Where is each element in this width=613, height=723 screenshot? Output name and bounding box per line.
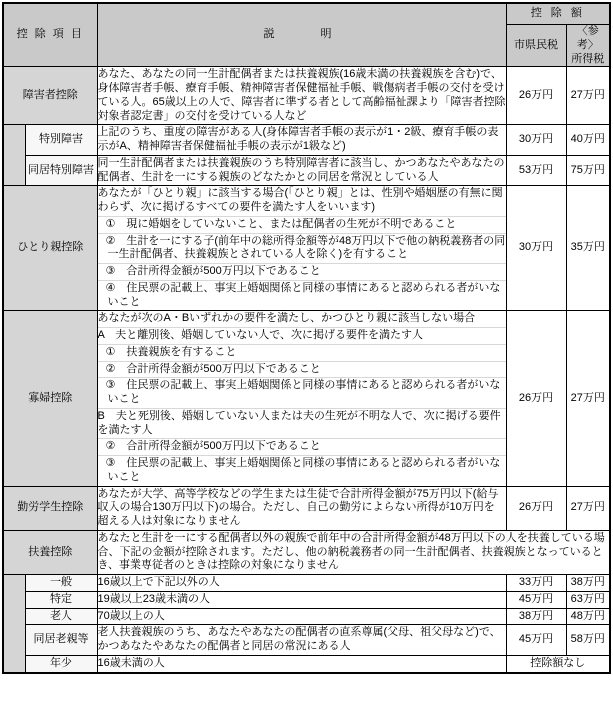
row-description	[97, 67, 506, 125]
row-description	[97, 608, 506, 625]
table-body	[3, 67, 610, 673]
row-sublabel-specified: 特定	[25, 591, 97, 608]
row-income-tax: 58万円	[566, 625, 610, 656]
desc-line: あなたが「ひとり親」に該当する場合(「ひとり親」とは、性別や婚姻歴の有無に関わらず、次に掲げるすべての要件を満たす人をいいます)	[98, 186, 506, 217]
row-sublabel-elderly: 老人	[25, 608, 97, 625]
row-description	[97, 655, 506, 672]
desc-line: ③ 住民票の記載上、事実上婚姻関係と同様の事情にあると認められる者がいないこと	[98, 378, 506, 409]
row-description	[97, 311, 506, 486]
header-deduction-item: 控 除 項 目	[3, 3, 97, 67]
desc-line: 16歳以上で下記以外の人	[97, 576, 220, 588]
desc-line: 70歳以上の人	[97, 609, 165, 622]
desc-line: あなたが大学、高等学校などの学生または生徒で合計所得金額が75万円以下(給与収入の場合130万円以下)の場合。ただし、自己の勤労によらない所得が10万円を超える人は対象になりません	[97, 487, 499, 527]
row-city-tax: 26万円	[506, 486, 566, 530]
row-sublabel-general: 一般	[25, 575, 97, 592]
row-sublabel-cohabiting-elderly-parent: 同居老親等	[25, 625, 97, 656]
table-row	[3, 486, 610, 530]
table-row	[3, 125, 610, 156]
desc-line: あなた、あなたの同一生計配偶者または扶養親族(16歳未満の扶養親族を含む)で、身体障害者手帳、療育手帳、精神障害者保健福祉手帳、戦傷病者手帳の交付を受けている人。65歳以上の人で、障害者に準ずる者として高齢福祉課より「障害者控除対象者認定書」の交付を受けている人など	[97, 68, 506, 122]
header-income-tax	[566, 25, 610, 67]
desc-line: ① 現に婚姻をしていないこと、または配偶者の生死が不明であること	[98, 217, 506, 234]
row-city-tax: 53万円	[506, 155, 566, 186]
desc-line: 19歳以上23歳未満の人	[97, 592, 210, 605]
row-income-tax: 75万円	[566, 155, 610, 186]
row-city-tax: 26万円	[506, 311, 566, 486]
row-description	[97, 530, 610, 574]
table-row	[3, 575, 610, 592]
row-city-tax: 26万円	[506, 67, 566, 125]
table-row	[3, 608, 610, 625]
row-income-tax: 40万円	[566, 125, 610, 156]
desc-line: あなたが次のA・Bいずれかの要件を満たし、かつひとり親に該当しない場合	[98, 311, 506, 328]
header-city-prefectural-tax: 市県民税	[506, 25, 566, 67]
row-sublabel-cohabiting-special-disability: 同居特別障害	[25, 155, 97, 186]
desc-line: A 夫と離別後、婚姻していない人で、次に掲げる要件を満たす人	[98, 328, 506, 345]
row-income-tax: 27万円	[566, 67, 610, 125]
desc-line: あなたと生計を一にする配偶者以外の親族で前年中の合計所得金額が48万円以下の人を扶養している場合、下記の金額が控除されます。ただし、他の納税義務者の同一生計配偶者、扶養親族となっているとき、事業専従者のときは控除の対象になりません	[97, 531, 605, 572]
row-category-disability: 障害者控除	[3, 67, 97, 125]
table-row	[3, 530, 610, 574]
row-city-tax: 30万円	[506, 186, 566, 311]
row-city-tax: 45万円	[506, 625, 566, 656]
table-row	[3, 591, 610, 608]
row-description	[97, 486, 506, 530]
row-no-deduction: 控除額なし	[506, 655, 610, 672]
table-row	[3, 155, 610, 186]
deduction-table-sheet	[0, 2, 613, 723]
row-income-tax: 35万円	[566, 186, 610, 311]
row-city-tax: 45万円	[506, 591, 566, 608]
desc-line: ③ 合計所得金額が500万円以下であること	[98, 264, 506, 281]
desc-line: ① 扶養親族を有すること	[98, 345, 506, 362]
row-income-tax: 27万円	[566, 311, 610, 486]
desc-line: 16歳未満の人	[97, 656, 165, 669]
row-income-tax: 27万円	[566, 486, 610, 530]
header-description: 説 明	[97, 3, 506, 67]
row-description	[97, 125, 506, 156]
desc-line: ④ 住民票の記載上、事実上婚姻関係と同様の事情にあると認められる者がいないこと	[105, 281, 501, 308]
header-deduction-amount: 控 除 額	[506, 3, 610, 25]
row-category-working-student: 勤労学生控除	[3, 486, 97, 530]
row-description	[97, 625, 506, 656]
desc-line: 同一生計配偶者または扶養親族のうち特別障害者に該当し、かつあなたやあなたの配偶者、生計を一にする親族のどなたかとの同居を常況としている人	[97, 156, 505, 183]
table-header	[3, 3, 610, 67]
table-row	[3, 67, 610, 125]
row-income-tax: 48万円	[566, 608, 610, 625]
row-city-tax: 30万円	[506, 125, 566, 156]
table-row	[3, 186, 610, 311]
row-description	[97, 575, 506, 592]
table-row	[3, 311, 610, 486]
row-category-dependent: 扶養控除	[3, 530, 97, 574]
row-description	[97, 186, 506, 311]
header-income-tax-ref: 〈参考〉	[576, 25, 599, 51]
row-income-tax: 63万円	[566, 591, 610, 608]
desc-line: ③ 住民票の記載上、事実上婚姻関係と同様の事情にあると認められる者がいないこと	[105, 457, 501, 483]
row-description	[97, 591, 506, 608]
desc-line: ② 合計所得金額が500万円以下であること	[98, 362, 506, 379]
desc-line: ② 合計所得金額が500万円以下であること	[98, 439, 506, 456]
row-city-tax: 38万円	[506, 608, 566, 625]
desc-line: ② 生計を一にする子(前年中の総所得金額等が48万円以下で他の納税義務者の同一生計配偶者、扶養親族とされている人を除く)を有すること	[98, 234, 506, 265]
row-sublabel-young: 年少	[25, 655, 97, 672]
header-row-top	[3, 3, 610, 25]
desc-line: 老人扶養親族のうち、あなたやあなたの配偶者の直系尊属(父母、祖父母など)で、かつあなたやあなたの配偶者と同居の常況にある人	[97, 626, 501, 652]
desc-line: B 夫と死別後、婚姻していない人または夫の生死が不明な人で、次に掲げる要件を満たす人	[98, 409, 506, 440]
row-city-tax: 33万円	[506, 575, 566, 592]
deduction-table	[2, 2, 611, 674]
table-row	[3, 625, 610, 656]
table-row	[3, 655, 610, 672]
header-income-tax-label: 所得税	[571, 52, 605, 65]
row-category-spacer	[3, 575, 25, 673]
desc-line: 上記のうち、重度の障害がある人(身体障害者手帳の表示が1・2級、療育手帳の表示がA、精神障害者保健福祉手帳の表示が1級など)	[97, 126, 499, 152]
row-income-tax: 38万円	[566, 575, 610, 592]
row-category-spacer	[3, 125, 25, 186]
row-category-widow: 寡婦控除	[3, 311, 97, 486]
row-category-single-parent: ひとり親控除	[3, 186, 97, 311]
row-sublabel-special-disability: 特別障害	[25, 125, 97, 156]
row-description	[97, 155, 506, 186]
